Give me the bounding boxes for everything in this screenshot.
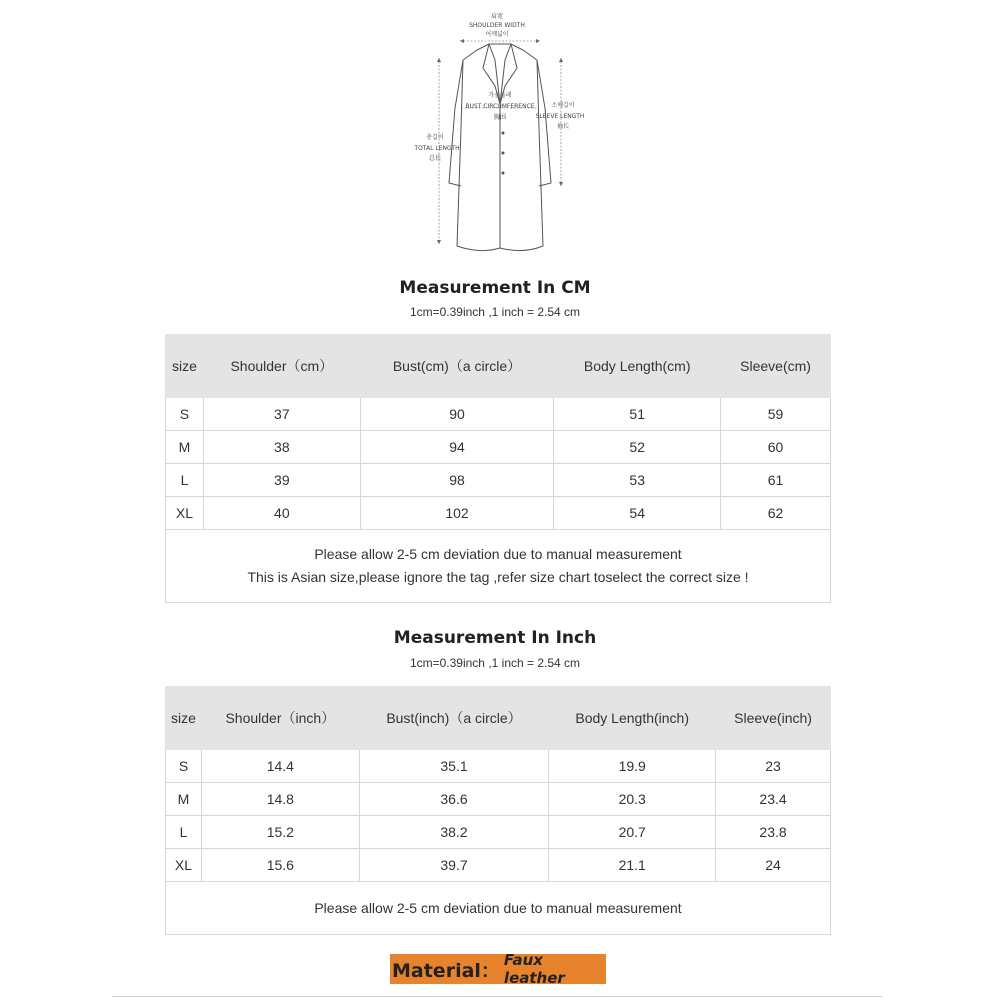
cell-bust: 94 xyxy=(360,431,554,464)
table-row xyxy=(166,464,831,497)
cell-body-length: 20.7 xyxy=(549,816,716,849)
header-body-length: Body Length(inch) xyxy=(549,687,716,750)
cell-shoulder: 38 xyxy=(203,431,360,464)
cell-bust: 102 xyxy=(360,497,554,530)
header-bust: Bust(cm)（a circle） xyxy=(360,335,554,398)
cell-sleeve: 24 xyxy=(716,849,831,882)
inch-section-title: Measurement In Inch xyxy=(393,628,597,648)
header-size: size xyxy=(166,335,204,398)
cell-size: L xyxy=(166,816,202,849)
material-banner xyxy=(390,951,606,987)
header-shoulder: Shoulder（cm） xyxy=(203,335,360,398)
cell-body-length: 51 xyxy=(554,398,721,431)
table-row xyxy=(166,497,831,530)
cell-body-length: 19.9 xyxy=(549,750,716,783)
diagram-shoulder-en: SHOULDER WIDTH xyxy=(469,22,525,29)
cell-shoulder: 37 xyxy=(203,398,360,431)
diagram-length-cn: 总长 xyxy=(428,155,442,162)
inch-section-subtitle: 1cm=0.39inch ,1 inch = 2.54 cm xyxy=(409,656,581,670)
table-row xyxy=(166,783,831,816)
diagram-sleeve-en: SLEEVE LENGTH xyxy=(535,113,585,120)
header-sleeve: Sleeve(cm) xyxy=(721,335,831,398)
table-row xyxy=(166,431,831,464)
header-bust: Bust(inch)（a circle） xyxy=(359,687,549,750)
header-sleeve: Sleeve(inch) xyxy=(716,687,831,750)
cell-sleeve: 60 xyxy=(721,431,831,464)
size-table-cm xyxy=(165,334,831,603)
cell-sleeve: 59 xyxy=(721,398,831,431)
cell-bust: 90 xyxy=(360,398,554,431)
cell-sleeve: 62 xyxy=(721,497,831,530)
table-header-row xyxy=(166,687,831,750)
header-shoulder: Shoulder（inch） xyxy=(201,687,359,750)
diagram-length-en: TOTAL LENGTH xyxy=(414,145,460,152)
cell-body-length: 54 xyxy=(554,497,721,530)
cell-sleeve: 23.8 xyxy=(716,816,831,849)
cell-bust: 39.7 xyxy=(359,849,549,882)
cell-bust: 38.2 xyxy=(359,816,549,849)
note-row xyxy=(166,882,831,935)
cell-shoulder: 14.4 xyxy=(201,750,359,783)
cell-sleeve: 23 xyxy=(716,750,831,783)
diagram-bust-kr: 가슴둘레 xyxy=(488,92,512,99)
cell-size: L xyxy=(166,464,204,497)
diagram-bust-en: BUST CIRCUMFERENCE xyxy=(465,103,535,110)
diagram-sleeve-kr: 소매길이 xyxy=(551,102,575,109)
cell-bust: 98 xyxy=(360,464,554,497)
table-header-row xyxy=(166,335,831,398)
cell-body-length: 52 xyxy=(554,431,721,464)
header-body-length: Body Length(cm) xyxy=(554,335,721,398)
cm-section-subtitle: 1cm=0.39inch ,1 inch = 2.54 cm xyxy=(409,305,581,319)
cell-size: XL xyxy=(166,497,204,530)
cell-body-length: 53 xyxy=(554,464,721,497)
cm-section-title: Measurement In CM xyxy=(399,278,591,298)
diagram-shoulder-cn: 肩宽 xyxy=(490,13,504,20)
cell-shoulder: 14.8 xyxy=(201,783,359,816)
cell-size: S xyxy=(166,398,204,431)
cell-sleeve: 61 xyxy=(721,464,831,497)
cell-shoulder: 15.6 xyxy=(201,849,359,882)
table-row xyxy=(166,849,831,882)
cell-size: M xyxy=(166,431,204,464)
diagram-bust-cn: 胸围 xyxy=(493,114,507,121)
table-row xyxy=(166,750,831,783)
cell-sleeve: 23.4 xyxy=(716,783,831,816)
cell-size: XL xyxy=(166,849,202,882)
bottom-divider xyxy=(112,996,882,997)
cell-body-length: 21.1 xyxy=(549,849,716,882)
diagram-length-kr: 총길이 xyxy=(426,134,444,141)
size-table-inch xyxy=(165,686,831,935)
note-line-asian-size: This is Asian size,please ignore the tag ,refer size chart toselect the correct size ! xyxy=(247,569,749,585)
cell-shoulder: 40 xyxy=(203,497,360,530)
header-size: size xyxy=(166,687,202,750)
deviation-note: Please allow 2-5 cm deviation due to manual measurement xyxy=(166,882,831,935)
cell-size: M xyxy=(166,783,202,816)
table-row xyxy=(166,398,831,431)
note-line-deviation: Please allow 2-5 cm deviation due to manual measurement xyxy=(314,546,682,562)
cell-shoulder: 39 xyxy=(203,464,360,497)
deviation-note xyxy=(166,530,831,603)
table-row xyxy=(166,816,831,849)
diagram-shoulder-kr: 어깨넓이 xyxy=(485,31,509,38)
cell-size: S xyxy=(166,750,202,783)
diagram-sleeve-cn: 袖长 xyxy=(556,123,570,130)
material-label: Material： xyxy=(392,959,500,982)
cell-body-length: 20.3 xyxy=(549,783,716,816)
cell-bust: 35.1 xyxy=(359,750,549,783)
material-value: Faux leather xyxy=(503,951,565,987)
cell-shoulder: 15.2 xyxy=(201,816,359,849)
coat-measurement-diagram xyxy=(405,8,595,260)
cell-bust: 36.6 xyxy=(359,783,549,816)
note-row xyxy=(166,530,831,603)
